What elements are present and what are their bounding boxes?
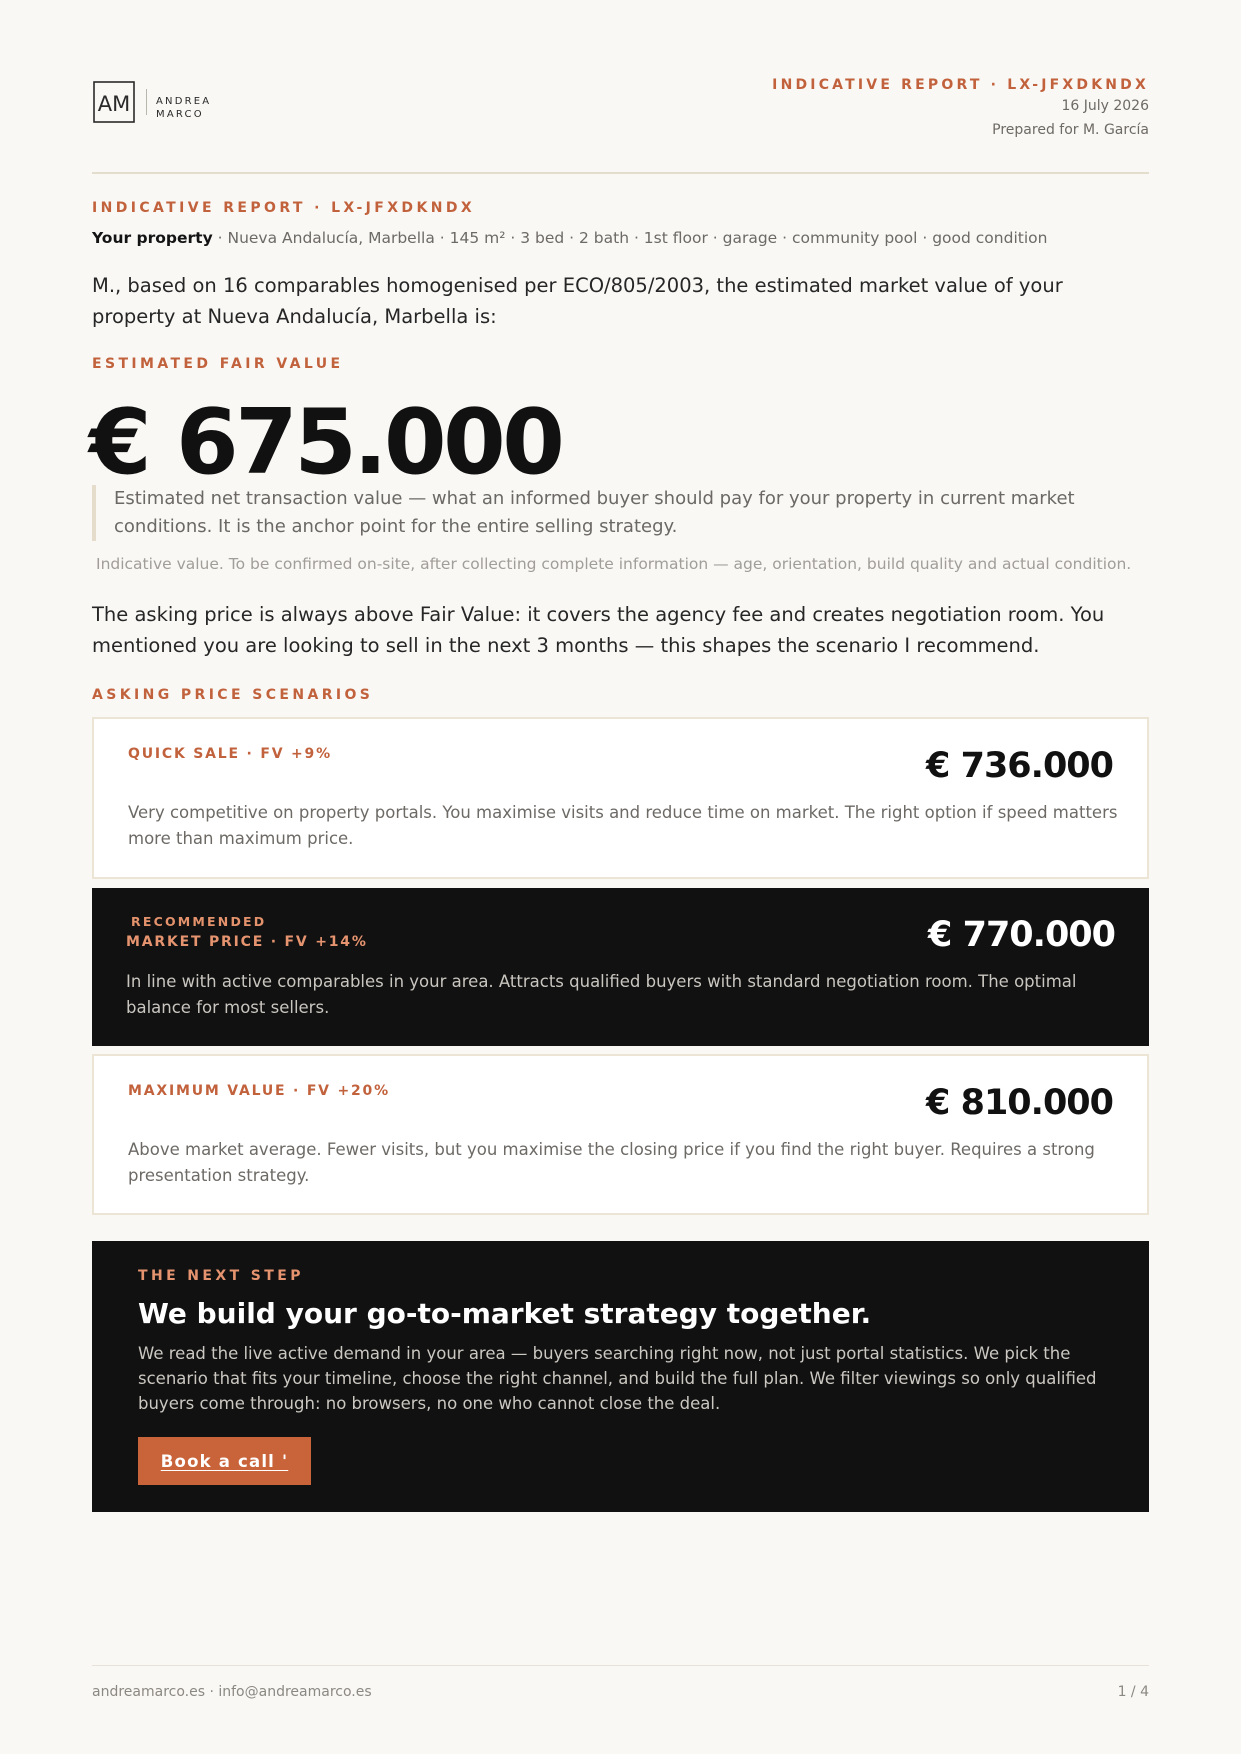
header-divider: [92, 172, 1149, 174]
page-number: 1 / 4: [1117, 1684, 1149, 1700]
next-step-tag: THE NEXT STEP: [138, 1268, 304, 1284]
scenario-card-quick-sale: [92, 717, 1149, 879]
scenarios-tag: ASKING PRICE SCENARIOS: [92, 687, 374, 703]
footer-divider: [92, 1665, 1149, 1666]
scenario-price: € 736.000: [926, 746, 1113, 786]
asking-price-note: The asking price is always above Fair Value: it covers the agency fee and creates negotiation room. You mentioned you are looking to sell in the next 3 months — this shapes the scenario I recommend.: [92, 603, 1105, 657]
property-summary: [92, 229, 1047, 247]
brand-name: [156, 95, 211, 121]
scenario-label: QUICK SALE · FV +9%: [128, 746, 332, 762]
next-step-title: We build your go-to-market strategy together.: [138, 1297, 872, 1330]
scenario-label: MAXIMUM VALUE · FV +20%: [128, 1083, 390, 1099]
brand-name-line1: ANDREA: [156, 96, 212, 107]
prepared-for: Prepared for M. García: [992, 122, 1149, 138]
scenario-price: € 810.000: [926, 1083, 1113, 1123]
next-step-panel: [92, 1241, 1149, 1512]
footer-contact: andreamarco.es · info@andreamarco.es: [92, 1684, 372, 1700]
fair-value-description: Estimated net transaction value — what an informed buyer should pay for your property in current market conditions. It is the anchor point for the entire selling strategy.: [92, 485, 1149, 541]
recommended-badge: RECOMMENDED: [131, 914, 267, 929]
scenario-description: Above market average. Fewer visits, but you maximise the closing price if you find the right buyer. Requires a strong presentation strategy.: [128, 1140, 1095, 1185]
property-label: Your property: [92, 229, 213, 247]
book-call-button[interactable]: Book a call ': [138, 1437, 311, 1485]
fair-value-amount: € 675.000: [89, 390, 562, 495]
next-step-description: We read the live active demand in your area — buyers searching right now, not just portal statistics. We pick the scenario that fits your timeline, choose the right channel, and build the full plan. We filter viewings so only qualified buyers come through: no browsers, no one who cannot close the deal.: [138, 1344, 1097, 1413]
scenario-label: MARKET PRICE · FV +14%: [126, 934, 368, 950]
property-details: · Nueva Andalucía, Marbella · 145 m² · 3 bed · 2 bath · 1st floor · garage · community pool · good condition: [212, 229, 1048, 247]
logo-divider: [146, 89, 147, 115]
svg-text:AM: AM: [97, 92, 131, 116]
report-page: [89, 0, 1149, 1754]
scenario-card-market-price: [92, 888, 1149, 1046]
scenario-description: In line with active comparables in your area. Attracts qualified buyers with standard negotiation room. The optimal balance for most sellers.: [126, 972, 1077, 1017]
scenario-price: € 770.000: [928, 915, 1115, 955]
fair-value-disclaimer: Indicative value. To be confirmed on-site, after collecting complete information — age, orientation, build quality and actual condition.: [96, 555, 1132, 573]
section-report-tag: INDICATIVE REPORT · LX-JFXDKNDX: [92, 200, 476, 216]
brand-name-line2: MARCO: [156, 109, 204, 120]
monogram-logo-icon: [93, 79, 137, 123]
header-report-tag: INDICATIVE REPORT · LX-JFXDKNDX: [772, 77, 1149, 93]
brand-logo: [93, 79, 253, 123]
report-header: [92, 76, 1149, 174]
header-meta: [772, 76, 1149, 142]
report-date: 16 July 2026: [1061, 98, 1149, 114]
fair-value-tag: ESTIMATED FAIR VALUE: [92, 356, 344, 372]
scenario-description: Very competitive on property portals. You maximise visits and reduce time on market. The right option if speed matters more than maximum price.: [128, 803, 1118, 848]
scenario-card-maximum-value: [92, 1054, 1149, 1215]
intro-text: M., based on 16 comparables homogenised per ECO/805/2003, the estimated market value of your property at Nueva Andalucía, Marbella is:: [92, 274, 1063, 328]
